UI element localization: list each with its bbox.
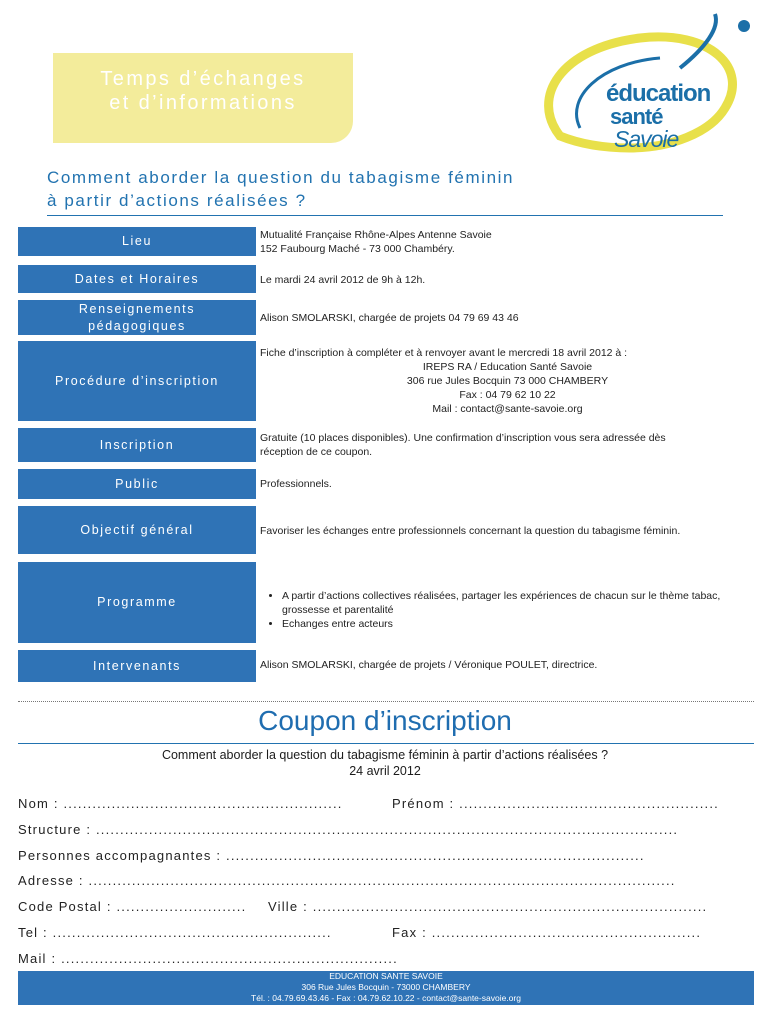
procedure-line-3: 306 rue Jules Bocquin 73 000 CHAMBERY	[406, 375, 609, 387]
programme-bullet-1: • A partir d’actions collectives réalisées, partager les expériences de chacun sur le thème tabac, grossesse et parentalité	[282, 589, 755, 617]
label-dates: Dates et Horaires	[18, 265, 256, 293]
field-tel[interactable]: Tel : ..........................................................	[18, 925, 332, 940]
lieu-line-2: 152 Faubourg Maché - 73 000 Chambéry.	[260, 243, 455, 255]
banner-line-1: Temps d’échanges	[100, 68, 306, 90]
coupon-subtitle-line: Comment aborder la question du tabagisme féminin à partir d’actions réalisées ?	[161, 748, 609, 762]
page-title-line-1: Comment aborder la question du tabagisme féminin	[47, 168, 515, 187]
cut-line	[18, 701, 754, 702]
value-inscription	[260, 431, 755, 459]
inscription-line-2: réception de ce coupon.	[260, 446, 373, 458]
label-procedure: Procédure d’inscription	[18, 341, 256, 421]
footer-line-1: EDUCATION SANTE SAVOIE	[329, 971, 443, 981]
banner-line-2: et d’informations	[109, 92, 297, 114]
footer-line-2: 306 Rue Jules Bocquin - 73000 CHAMBERY	[301, 982, 471, 992]
label-intervenants: Intervenants	[18, 650, 256, 682]
education-sante-savoie-logo	[520, 8, 765, 168]
procedure-line-2: IREPS RA / Education Santé Savoie	[422, 361, 593, 373]
value-lieu	[260, 228, 755, 256]
field-mail[interactable]: Mail : ......................................................................	[18, 951, 398, 966]
lieu-line-1: Mutualité Française Rhône-Alpes Antenne Savoie	[260, 229, 492, 241]
renseignements-label-line-2: pédagogiques	[88, 318, 186, 333]
coupon-title: Coupon d’inscription	[258, 705, 512, 736]
footer	[18, 971, 754, 1005]
programme-bullet-2: • Echanges entre acteurs	[282, 617, 755, 631]
coupon-divider	[18, 743, 754, 744]
banner-title	[53, 67, 353, 115]
label-renseignements	[18, 300, 256, 335]
value-dates: Le mardi 24 avril 2012 de 9h à 12h.	[260, 274, 426, 286]
coupon-date: 24 avril 2012	[349, 764, 421, 778]
renseignements-label-line-1: Renseignements	[78, 301, 196, 316]
footer-line-3: Tél. : 04.79.69.43.46 - Fax : 04.79.62.10.22 - contact@sante-savoie.org	[251, 993, 521, 1003]
field-nom[interactable]: Nom : ..........................................................	[18, 796, 343, 811]
value-intervenants: Alison SMOLARSKI, chargée de projets / Véronique POULET, directrice.	[260, 659, 598, 671]
value-objectif: Favoriser les échanges entre professionnels concernant la question du tabagisme féminin.	[260, 525, 681, 537]
procedure-line-5[interactable]: Mail : contact@sante-savoie.org	[432, 403, 583, 415]
value-programme	[260, 589, 755, 631]
logo-text-sante: santé	[610, 104, 663, 129]
logo-text-education: éducation	[606, 80, 711, 107]
coupon-subtitle	[0, 747, 770, 779]
value-renseignements: Alison SMOLARSKI, chargée de projets 04 79 69 43 46	[260, 312, 519, 324]
label-programme: Programme	[18, 562, 256, 643]
label-objectif: Objectif général	[18, 506, 256, 554]
procedure-line-1: Fiche d’inscription à compléter et à renvoyer avant le mercredi 18 avril 2012 à :	[260, 347, 628, 359]
value-public: Professionnels.	[260, 478, 332, 490]
field-structure[interactable]: Structure : .........................................................................................................................	[18, 822, 679, 837]
label-lieu: Lieu	[18, 227, 256, 256]
title-divider	[47, 215, 723, 216]
page-title	[47, 166, 687, 212]
field-code-postal[interactable]: Code Postal : ...........................	[18, 899, 247, 914]
label-public: Public	[18, 469, 256, 499]
field-personnes-accompagnantes[interactable]: Personnes accompagnantes : .......................................................................................	[18, 848, 645, 863]
field-fax[interactable]: Fax : ........................................................	[392, 925, 702, 940]
field-adresse[interactable]: Adresse : ..........................................................................................................................	[18, 873, 676, 888]
programme-list	[260, 589, 755, 631]
inscription-line-1: Gratuite (10 places disponibles). Une confirmation d’inscription vous sera adressée dès	[260, 432, 666, 444]
label-inscription: Inscription	[18, 428, 256, 462]
field-prenom[interactable]: Prénom : ......................................................	[392, 796, 719, 811]
field-ville[interactable]: Ville : ..................................................................................	[268, 899, 708, 914]
procedure-line-4: Fax : 04 79 62 10 22	[459, 389, 556, 401]
page-title-line-2: à partir d’actions réalisées ?	[47, 191, 307, 210]
value-procedure	[260, 346, 755, 416]
logo-text-savoie: Savoie	[614, 126, 679, 152]
header-banner	[53, 53, 353, 143]
